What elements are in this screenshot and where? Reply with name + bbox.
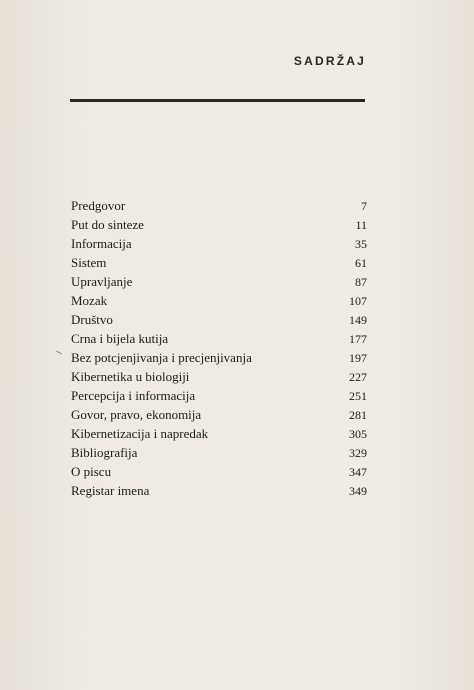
- toc-entry: [71, 291, 367, 310]
- toc-entry-title: Percepcija i informacija: [71, 388, 196, 403]
- toc-entry-title: Predgovor: [71, 198, 126, 213]
- toc-entry-page: 11: [355, 218, 367, 232]
- toc-entry-page: 61: [355, 256, 367, 270]
- toc-entry-title: Sistem: [71, 255, 107, 270]
- toc-entry: [71, 196, 367, 215]
- heading-rule: [70, 99, 365, 102]
- toc-entry: [71, 310, 367, 329]
- toc-entry: [71, 329, 367, 348]
- toc-entry-title: Registar imena: [71, 483, 150, 498]
- toc-entry-page: 329: [349, 446, 367, 460]
- toc-entry: [71, 443, 367, 462]
- toc-entry: [71, 367, 367, 386]
- toc-entry-page: 349: [349, 484, 367, 498]
- toc-entry-title: Kibernetika u biologiji: [71, 369, 190, 384]
- toc-entry: [71, 424, 367, 443]
- toc-entry-page: 281: [349, 408, 367, 422]
- toc-entry-page: 87: [355, 275, 367, 289]
- toc-entry: [71, 462, 367, 481]
- toc-entry: [71, 348, 367, 367]
- toc-entry-title: Bibliografija: [71, 445, 138, 460]
- toc-entry-page: 251: [349, 389, 367, 403]
- toc-entry-title: Društvo: [71, 312, 113, 327]
- toc-entry-title: Crna i bijela kutija: [71, 331, 169, 346]
- page-title: SADRŽAJ: [293, 54, 366, 68]
- toc-entry-page: 177: [349, 332, 367, 346]
- toc-entry: [71, 272, 367, 291]
- toc-entry-page: 149: [349, 313, 367, 327]
- toc-entry-page: 35: [355, 237, 367, 251]
- table-of-contents: [71, 196, 367, 500]
- margin-mark: [56, 351, 62, 355]
- toc-entry-page: 107: [349, 294, 367, 308]
- toc-entry: [71, 234, 367, 253]
- toc-entry-page: 227: [349, 370, 367, 384]
- toc-entry-title: Put do sinteze: [71, 217, 144, 232]
- toc-entry-title: Bez potcjenjivanja i precjenjivanja: [71, 350, 252, 365]
- toc-entry: [71, 215, 367, 234]
- toc-entry-title: Mozak: [71, 293, 108, 308]
- toc-entry-title: Upravljanje: [71, 274, 133, 289]
- toc-entry-title: O piscu: [71, 464, 112, 479]
- toc-entry-page: 7: [361, 199, 367, 213]
- toc-entry: [71, 481, 367, 500]
- toc-entry-page: 305: [349, 427, 367, 441]
- toc-entry-page: 197: [349, 351, 367, 365]
- toc-entry-title: Informacija: [71, 236, 132, 251]
- toc-entry-title: Kibernetizacija i napredak: [71, 426, 209, 441]
- toc-entry-title: Govor, pravo, ekonomija: [71, 407, 202, 422]
- toc-entry: [71, 386, 367, 405]
- toc-entry-page: 347: [349, 465, 367, 479]
- toc-entry: [71, 253, 367, 272]
- toc-entry: [71, 405, 367, 424]
